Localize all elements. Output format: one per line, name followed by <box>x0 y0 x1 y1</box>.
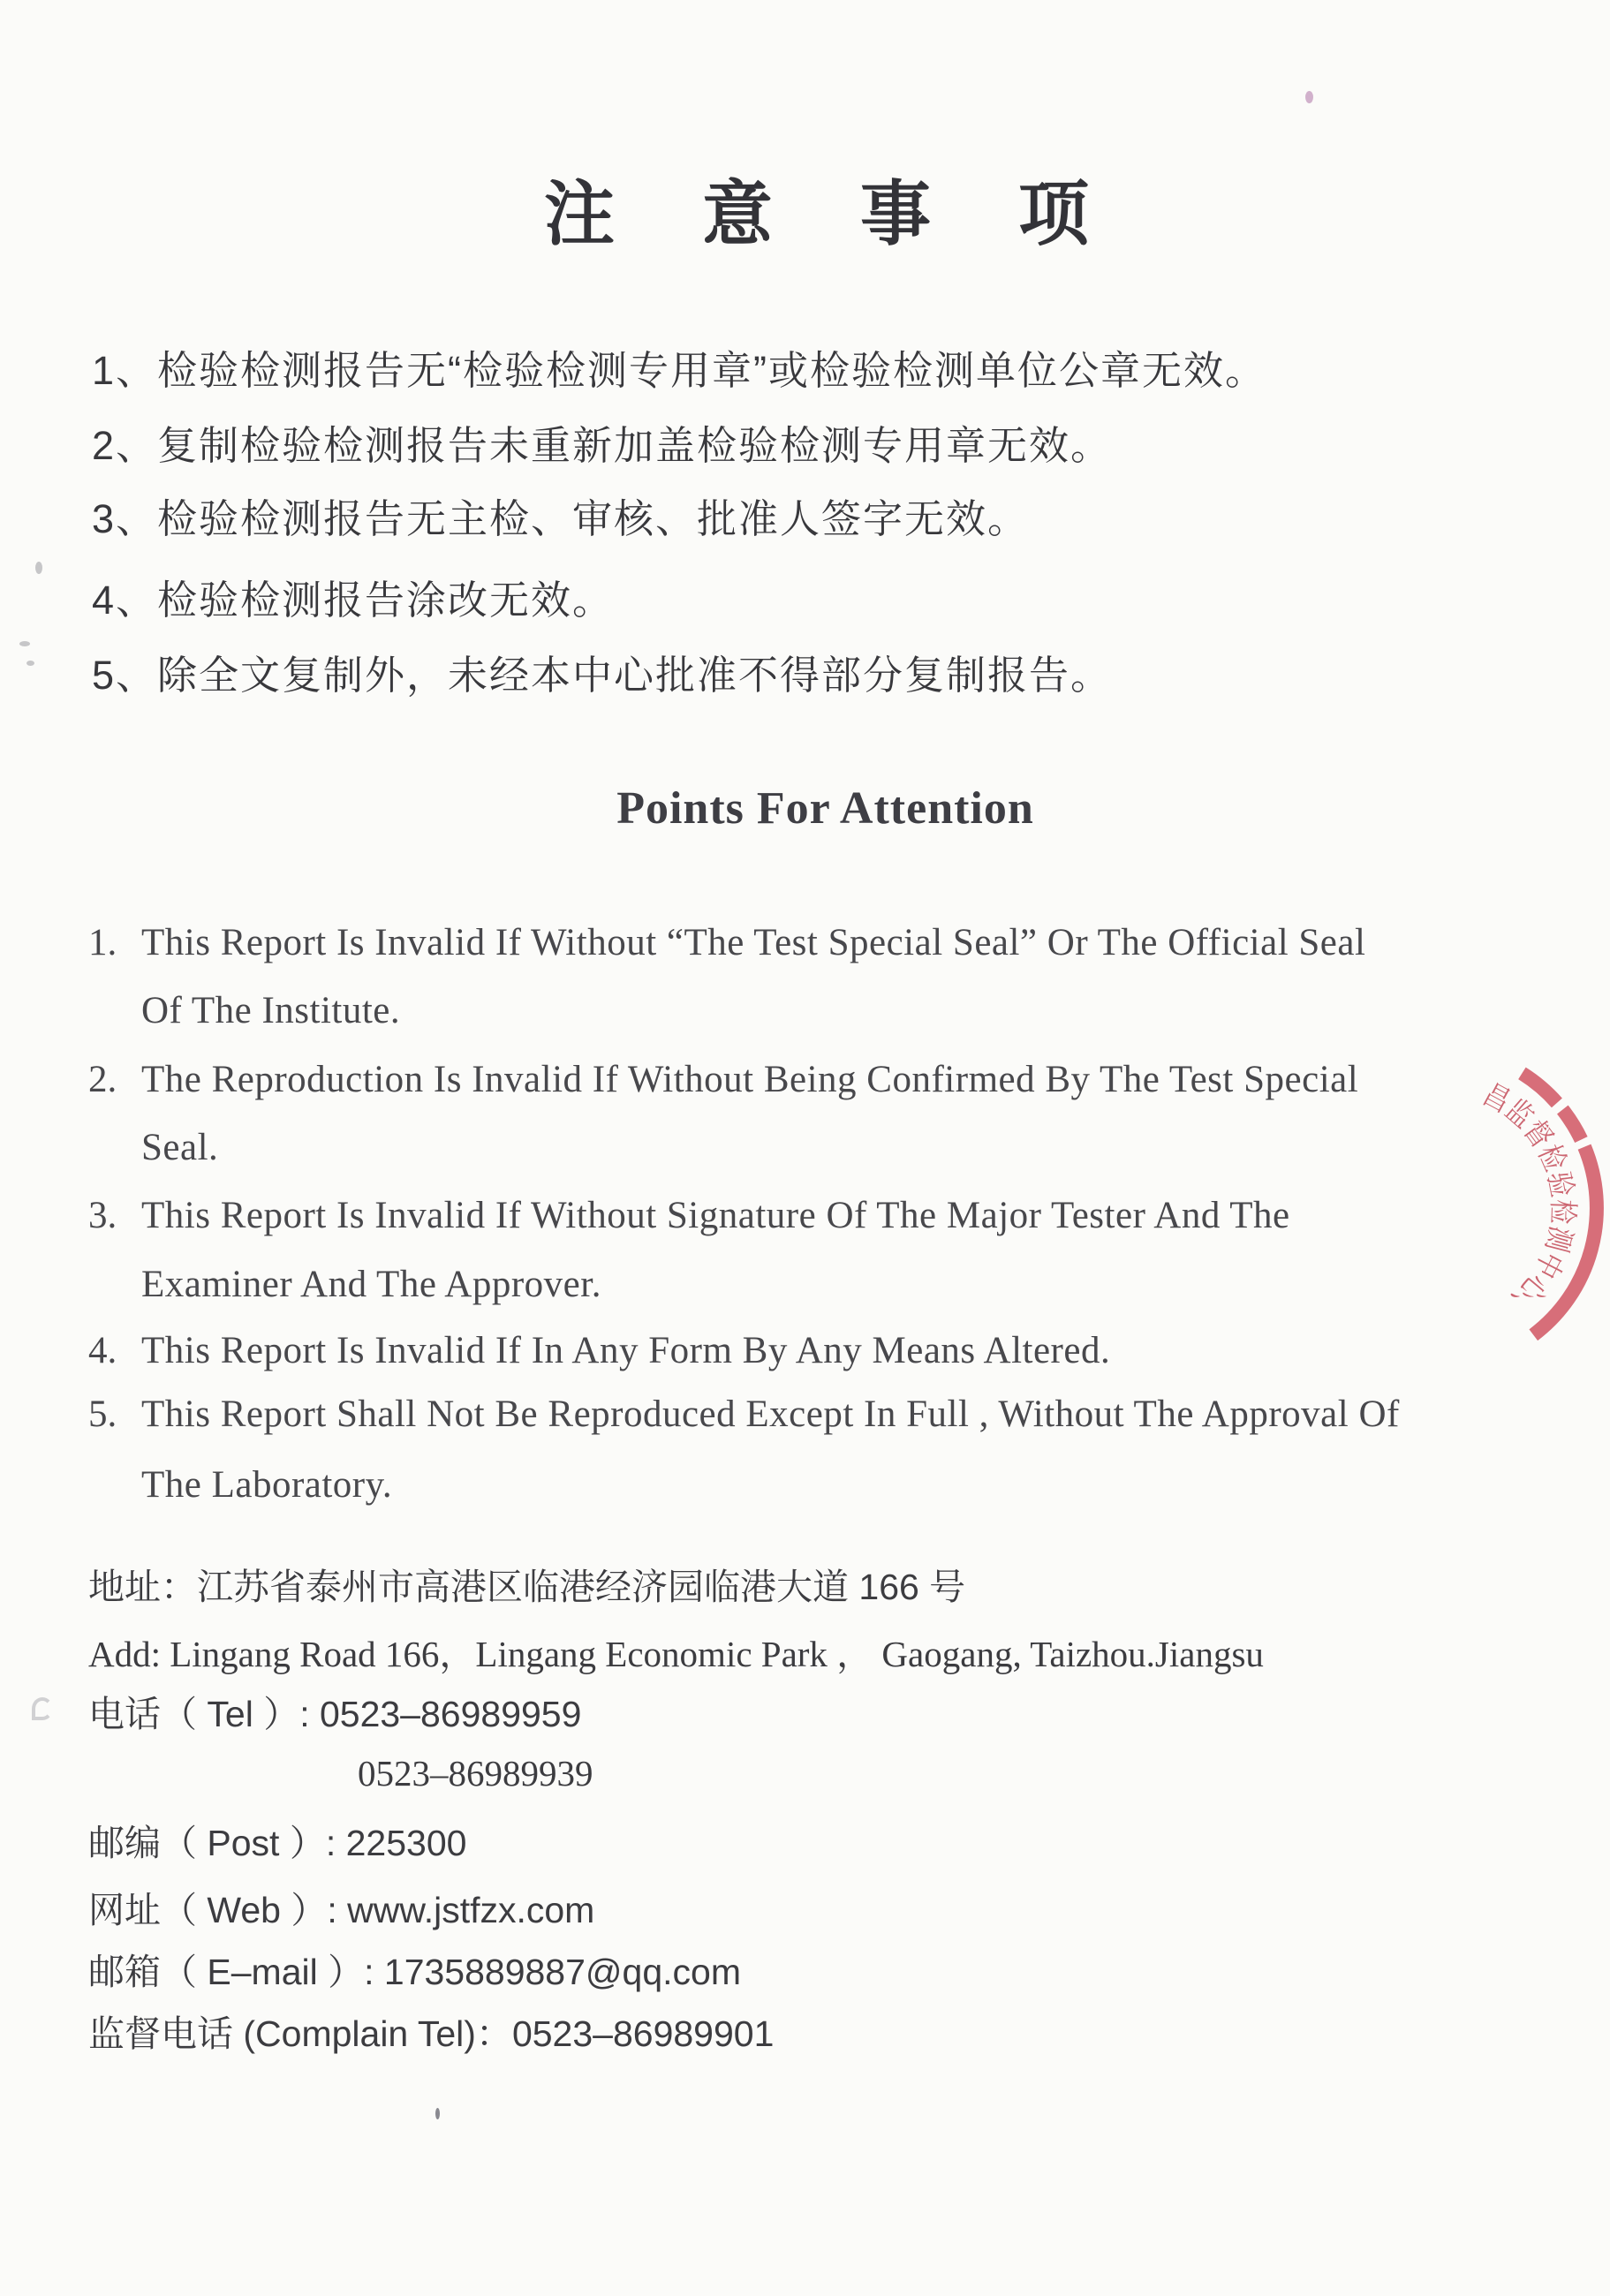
red-seal-stamp <box>1219 1007 1610 1466</box>
en-note-1-line1: This Report Is Invalid If Without “The Test Special Seal” Or The Official Seal <box>141 922 1366 963</box>
website-line: 网址（ Web ）: www.jstfzx.com <box>88 1890 595 1930</box>
en-note-5-line2: The Laboratory. <box>141 1464 393 1506</box>
scan-artifact-mark <box>19 641 30 646</box>
en-note-2-line2: Seal. <box>141 1127 219 1168</box>
scan-artifact-mark <box>35 562 42 574</box>
en-note-1-line2: Of The Institute. <box>141 990 401 1031</box>
en-note-5-num: 5. <box>88 1393 117 1435</box>
cn-note-4: 4、检验检测报告涂改无效。 <box>92 578 615 623</box>
address-line-chinese: 地址：江苏省泰州市高港区临港经济园临港大道 166 号 <box>88 1567 966 1607</box>
email-line: 邮箱（ E–mail ）: 1735889887@qq.com <box>88 1952 741 1992</box>
en-note-4-line1: This Report Is Invalid If In Any Form By Any Means Altered. <box>141 1330 1111 1371</box>
en-note-2-num: 2. <box>88 1059 117 1100</box>
tel-line-1: 电话（ Tel ）: 0523–86989959 <box>88 1694 582 1734</box>
en-note-1-num: 1. <box>88 922 117 963</box>
cn-note-5: 5、除全文复制外，未经本中心批准不得部分复制报告。 <box>92 653 1113 698</box>
scan-artifact-pink-dot <box>1305 91 1313 103</box>
en-note-4-num: 4. <box>88 1330 117 1371</box>
en-note-3-line1: This Report Is Invalid If Without Signature Of The Major Tester And The <box>141 1195 1290 1236</box>
page-title-english: Points For Attention <box>616 783 1034 834</box>
seal-ring-text: 昌监督检验检测中心、 <box>1478 1077 1580 1332</box>
post-code-line: 邮编（ Post ）: 225300 <box>88 1823 467 1863</box>
page-title-chinese: 注意事项 <box>544 175 1176 253</box>
scan-artifact-speck <box>435 2108 440 2119</box>
en-note-3-line2: Examiner And The Approver. <box>141 1264 601 1305</box>
complain-tel-line: 监督电话 (Complain Tel)：0523–86989901 <box>88 2013 775 2054</box>
tel-line-2: 0523–86989939 <box>358 1753 593 1794</box>
cn-note-1: 1、检验检测报告无“检验检测专用章”或检验检测单位公章无效。 <box>92 348 1266 393</box>
scan-artifact-mark <box>32 1697 53 1720</box>
cn-note-3: 3、检验检测报告无主检、审核、批准人签字无效。 <box>92 496 1030 541</box>
en-note-3-num: 3. <box>88 1195 117 1236</box>
scan-artifact-mark <box>26 661 34 666</box>
address-line-english: Add: Lingang Road 166，Lingang Economic Park ， Gaogang, Taizhou.Jiangsu <box>88 1634 1264 1674</box>
cn-note-2: 2、复制检验检测报告未重新加盖检验检测专用章无效。 <box>92 423 1113 468</box>
en-note-5-line1: This Report Shall Not Be Reproduced Except In Full , Without The Approval Of <box>141 1393 1400 1435</box>
en-note-2-line1: The Reproduction Is Invalid If Without Being Confirmed By The Test Special <box>141 1059 1359 1100</box>
